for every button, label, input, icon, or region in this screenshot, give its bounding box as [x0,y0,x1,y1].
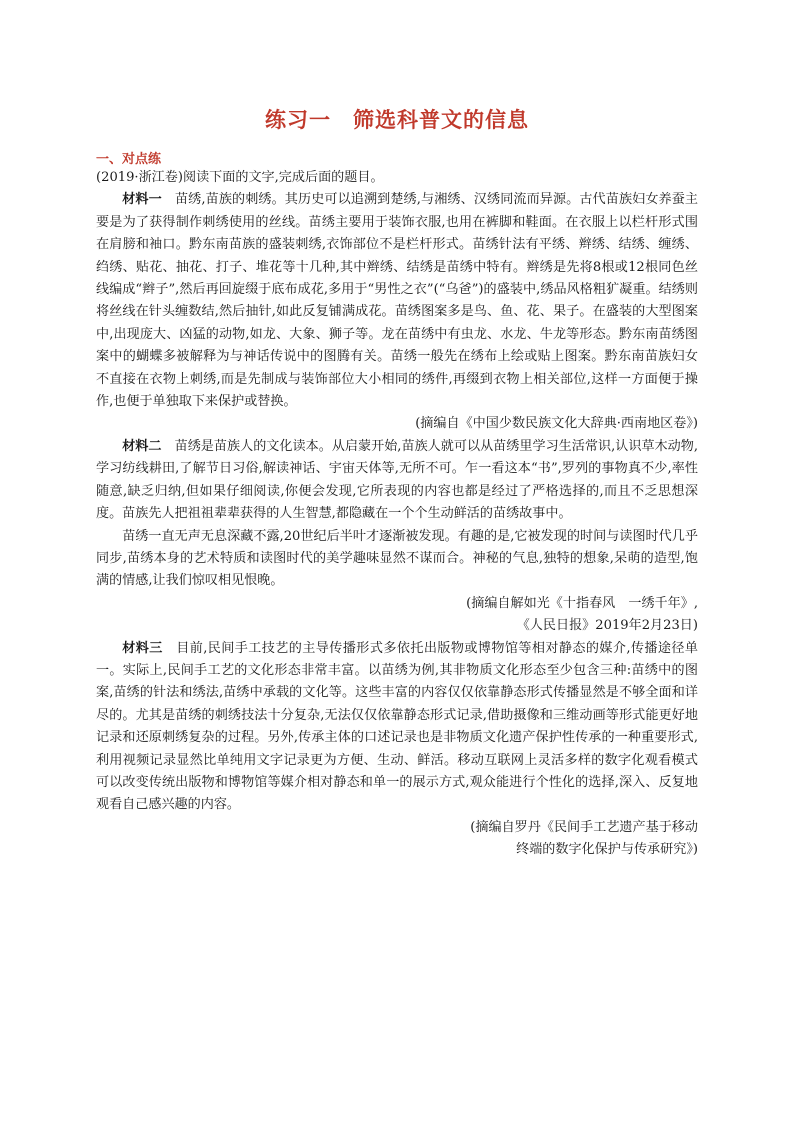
material3-source-line1: (摘编自罗丹《民间手工艺遗产基于移动 [470,819,698,835]
section-heading: 一、对点练 [96,152,162,167]
material2-source-line2: 《人民日报》2019年2月23日) [516,618,698,634]
material2-paragraph-2: 苗绣一直无声无息深藏不露,20世纪后半叶才逐渐被发现。有趣的是,它被发现的时间与读图时代几乎同步,苗绣本身的艺术特质和读图时代的美学趣味显然不谋而合。神秘的气息,独特的想象,呆萌的造型,饱满的情感,让我们惊叹相见恨晚。 [96,528,698,589]
material2-label: 材料二 [122,438,162,454]
material3-paragraph [96,638,698,817]
material3-label: 材料三 [122,640,163,656]
material2-paragraph [96,436,698,526]
material3-source-line2: 终端的数字化保护与传承研究》) [516,842,698,858]
material1-label: 材料一 [122,192,162,208]
material1-text: 苗绣,苗族的刺绣。其历史可以追溯到楚绣,与湘绣、汉绣同流而异源。古代苗族妇女养蚕主要是为了获得制作刺绣使用的丝线。苗绣主要用于装饰衣服,也用在裤脚和鞋面。在衣服上以栏杆形式围在肩膀和袖口。黔东南苗族的盛装刺绣,衣饰部位不是栏杆形式。苗绣针法有平绣、辫绣、结绣、缠绣、绉绣、贴花、抽花、打子、堆花等十几种,其中辫绣、结绣是苗绣中特有。辫绣是先将8根或12根同色丝线编成“辫子”,然后再回旋缀于底布成花,多用于“男性之衣”(“乌爸”)的盛装中,绣品风格粗犷凝重。结绣则将丝线在针头缠数结,然后抽针,如此反复铺满成花。苗绣图案多是鸟、鱼、花、果子。在盛装的大型图案中,出现庞大、凶猛的动物,如龙、大象、狮子等。龙在苗绣中有虫龙、水龙、牛龙等形态。黔东南苗绣图案中的蝴蝶多被解释为与神话传说中的图腾有关。苗绣一般先在绣布上绘或贴上图案。黔东南苗族妇女不直接在衣物上刺绣,而是先制成与装饰部位大小相同的绣件,再缀到衣物上相关部位,这样一方面便于操作,也便于单独取下来保护或替换。 [96,192,699,410]
material2-text: 苗绣是苗族人的文化读本。从启蒙开始,苗族人就可以从苗绣里学习生活常识,认识草木动物,学习纺线耕田,了解节日习俗,解读神话、宇宙天体等,无所不可。乍一看这本“书”,罗列的事物真不少,率性随意,缺乏归纳,但如果仔细阅读,你便会发现,它所表现的内容也都是经过了严格选择的,而且不乏思想深度。苗族先人把祖祖辈辈获得的人生智慧,都隐藏在一个个生动鲜活的苗绣故事中。 [96,438,699,522]
intro-text: (2019·浙江卷)阅读下面的文字,完成后面的题目。 [96,170,384,185]
material1-source: (摘编自《中国少数民族文化大辞典·西南地区卷》) [415,416,698,432]
material3-text: 目前,民间手工技艺的主导传播形式多依托出版物或博物馆等相对静态的媒介,传播途径单一。实际上,民间手工艺的文化形态非常丰富。以苗绣为例,其非物质文化形态至少包含三种:苗绣中的图案,苗绣的针法和绣法,苗绣中承载的文化等。这些丰富的内容仅仅依靠静态形式传播显然是不够全面和详尽的。尤其是苗绣的刺绣技法十分复杂,无法仅仅依靠静态形式记录,借助摄像和三维动画等形式能更好地记录和还原刺绣复杂的过程。另外,传承主体的口述记录也是非物质文化遗产保护性传承的一种重要形式,利用视频记录显然比单纯用文字记录更为方便、生动、鲜活。移动互联网上灵活多样的数字化观看模式可以改变传统出版物和博物馆等媒介相对静态和单一的展示方式,观众能进行个性化的选择,深入、反复地观看自己感兴趣的内容。 [96,640,699,813]
page-title: 练习一 筛选科普文的信息 [265,108,529,132]
reading-passage [96,167,698,862]
material2-source-line1: (摘编自解如光《十指春风 一绣千年》, [466,595,698,611]
material1-paragraph [96,189,698,413]
